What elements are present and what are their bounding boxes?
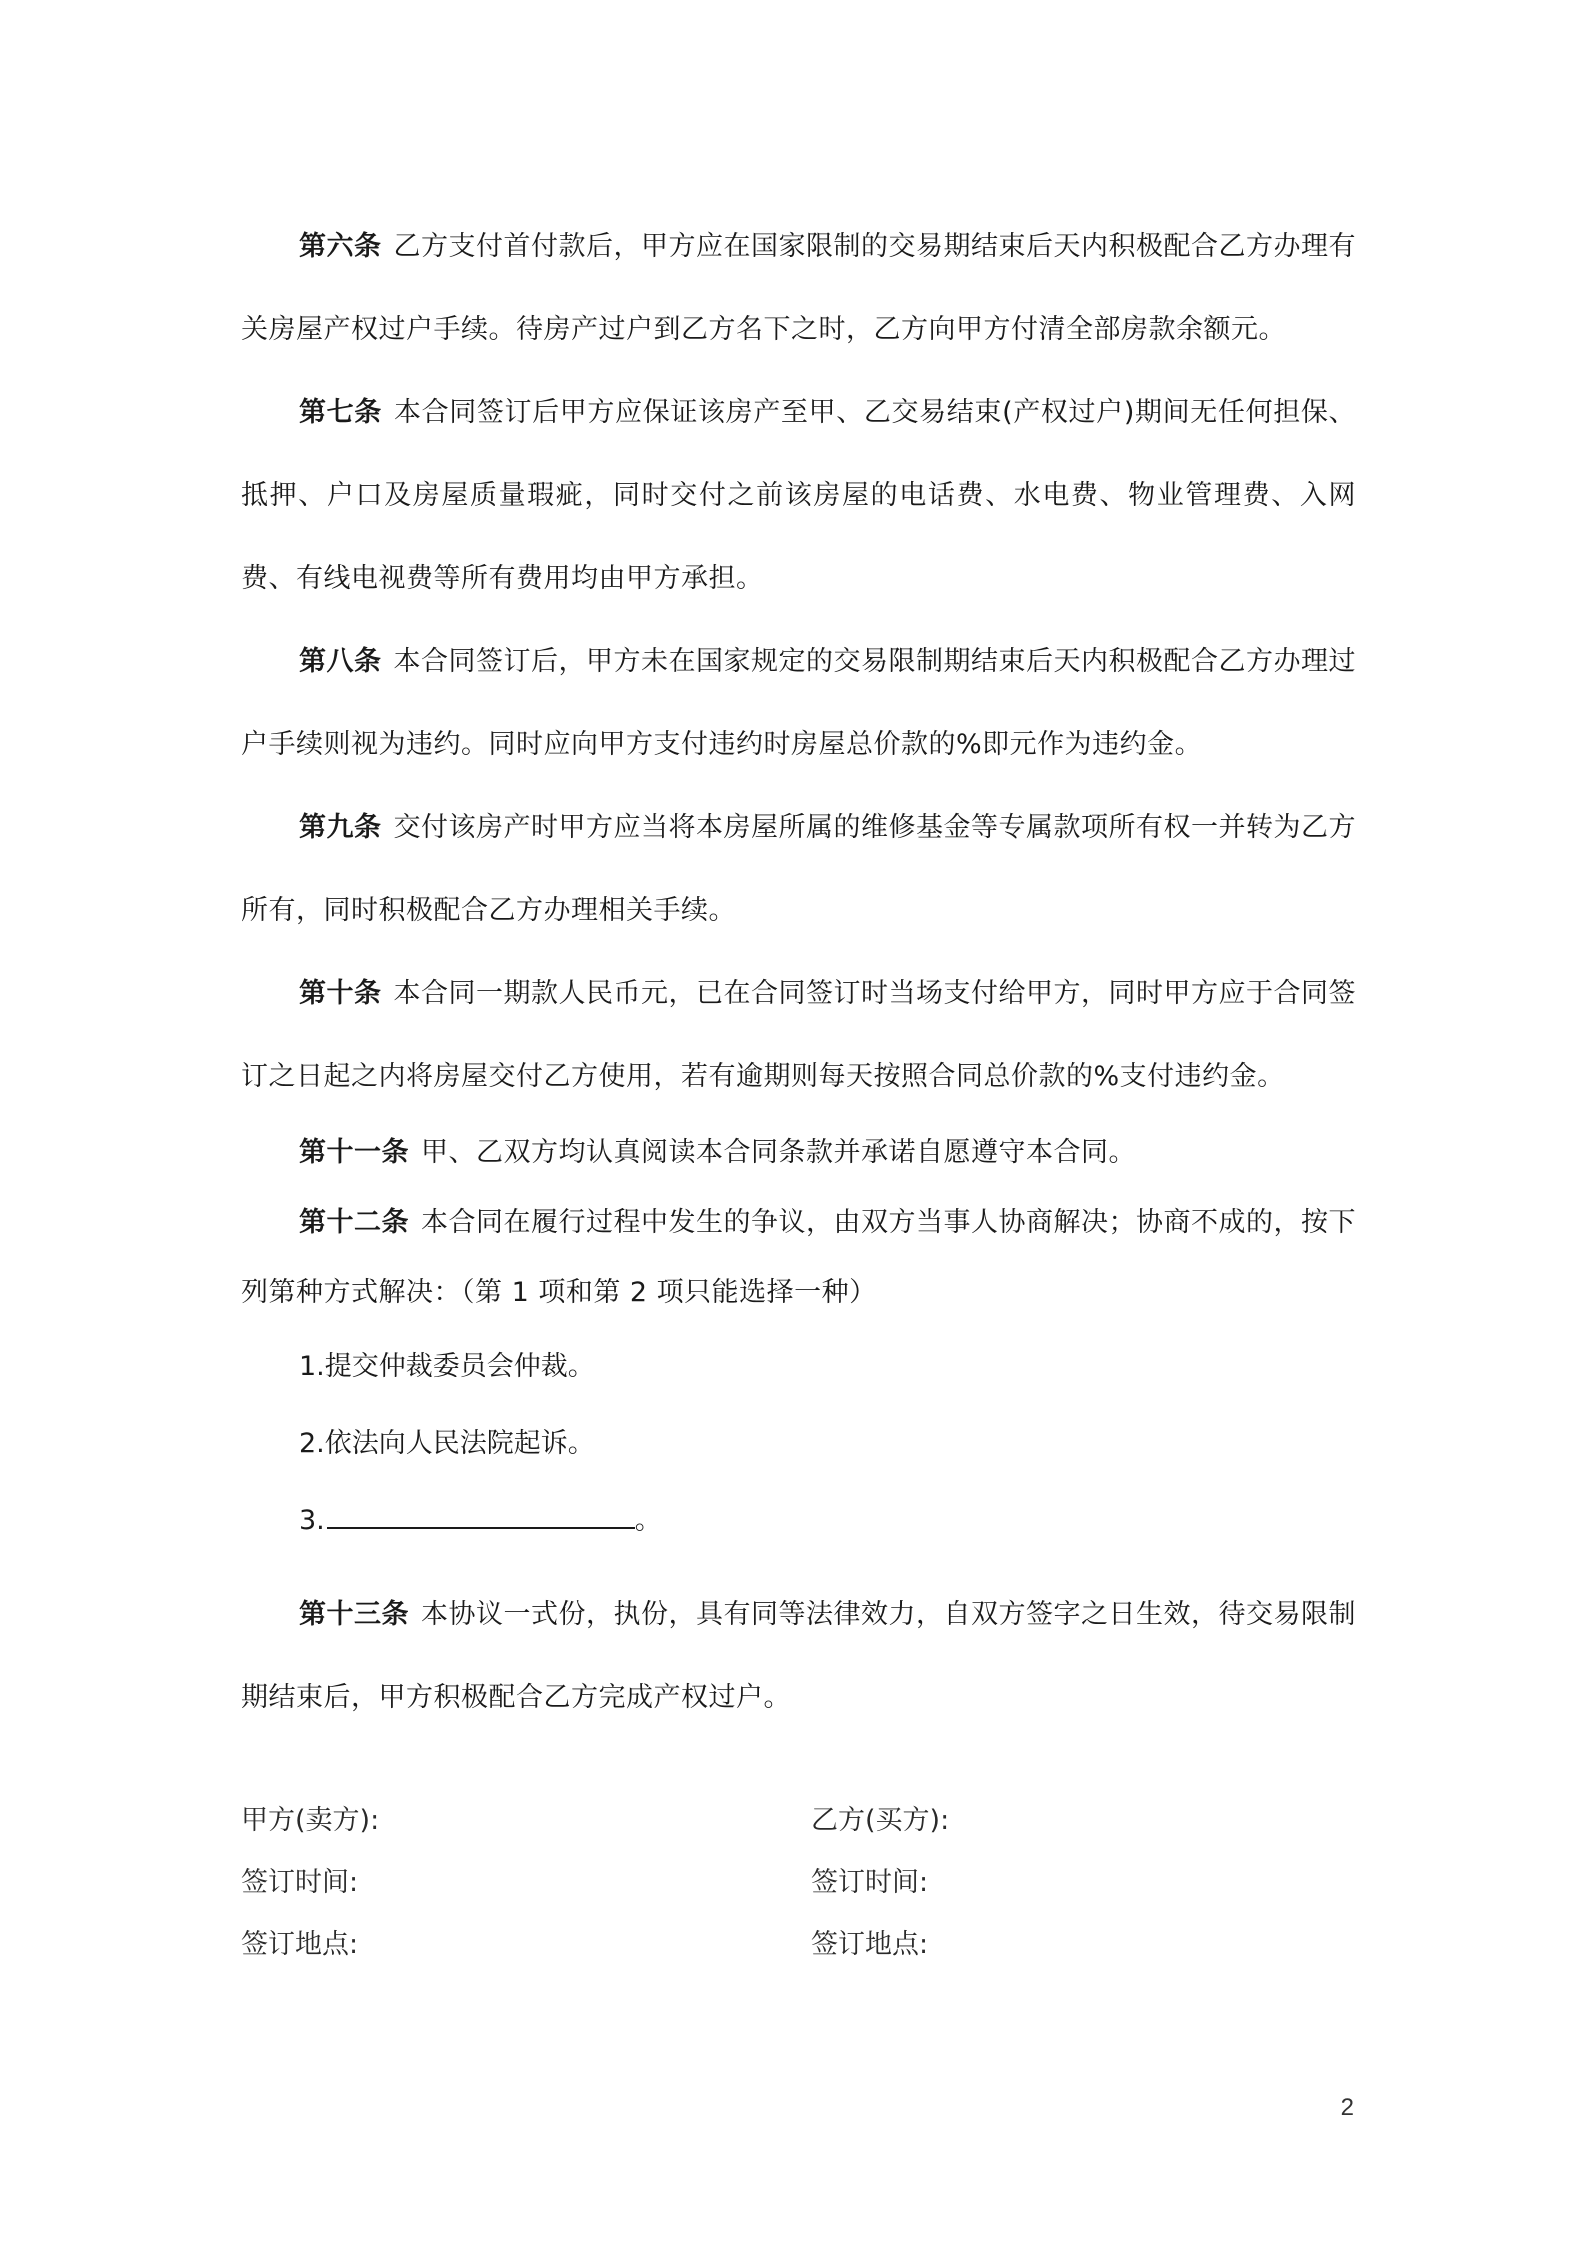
article-label: 第八条 [299,646,382,677]
contract-body [241,205,1356,1739]
article-text: 本协议一式份，执份，具有同等法律效力，自双方签字之日生效，待交易限制期结束后，甲方积极配合乙方完成产权过户。 [241,1599,1356,1713]
option-other-number: 3. [299,1505,325,1536]
signature-row-time [241,1852,1356,1914]
article-label: 第十条 [299,978,382,1009]
article-10 [241,952,1356,1118]
article-label: 第六条 [299,231,382,262]
sign-time-b: 签订时间: [811,1867,929,1898]
article-text: 本合同签订后甲方应保证该房产至甲、乙交易结束(产权过户)期间无任何担保、抵押、户口及房屋质量瑕疵，同时交付之前该房屋的电话费、水电费、物业管理费、入网费、有线电视费等所有费用均由甲方承担。 [241,397,1356,594]
party-a-label: 甲方(卖方): [241,1805,380,1836]
signature-row-party [241,1790,1356,1852]
page-number: 2 [1340,2094,1354,2121]
article-text: 乙方支付首付款后，甲方应在国家限制的交易期结束后天内积极配合乙方办理有关房屋产权过户手续。待房产过户到乙方名下之时，乙方向甲方付清全部房款余额元。 [241,231,1356,345]
article-11 [241,1118,1356,1188]
article-13 [241,1573,1356,1739]
signature-row-place [241,1914,1356,1976]
sign-time-a: 签订时间: [241,1867,359,1898]
article-text: 甲、乙双方均认真阅读本合同条款并承诺自愿遵守本合同。 [421,1137,1136,1168]
sign-place-b: 签订地点: [811,1929,929,1960]
article-text: 本合同一期款人民币元，已在合同签订时当场支付给甲方，同时甲方应于合同签订之日起之内将房屋交付乙方使用，若有逾期则每天按照合同总价款的%支付违约金。 [241,978,1356,1092]
fill-in-blank[interactable] [327,1501,635,1529]
article-label: 第九条 [299,812,382,843]
article-6 [241,205,1356,371]
sign-place-a: 签订地点: [241,1929,359,1960]
article-text: 本合同在履行过程中发生的争议，由双方当事人协商解决；协商不成的，按下列第种方式解决：（第 1 项和第 2 项只能选择一种） [241,1207,1356,1308]
article-label: 第十一条 [299,1137,409,1168]
article-text: 本合同签订后，甲方未在国家规定的交易限制期结束后天内积极配合乙方办理过户手续则视为违约。同时应向甲方支付违约时房屋总价款的%即元作为违约金。 [241,646,1356,760]
option-other [241,1482,1356,1559]
article-text: 交付该房产时甲方应当将本房屋所属的维修基金等专属款项所有权一并转为乙方所有，同时积极配合乙方办理相关手续。 [241,812,1356,926]
party-b-label: 乙方(买方): [811,1805,950,1836]
article-label: 第十二条 [299,1207,409,1238]
article-7 [241,371,1356,620]
option-court: 2.依法向人民法院起诉。 [299,1428,595,1459]
article-8 [241,620,1356,786]
option-arbitration: 1.提交仲裁委员会仲裁。 [299,1351,595,1382]
article-label: 第十三条 [299,1599,409,1630]
article-label: 第七条 [299,397,382,428]
article-12 [241,1188,1356,1328]
option-other-end: 。 [634,1505,662,1536]
signature-block [241,1790,1356,1976]
article-9 [241,786,1356,952]
